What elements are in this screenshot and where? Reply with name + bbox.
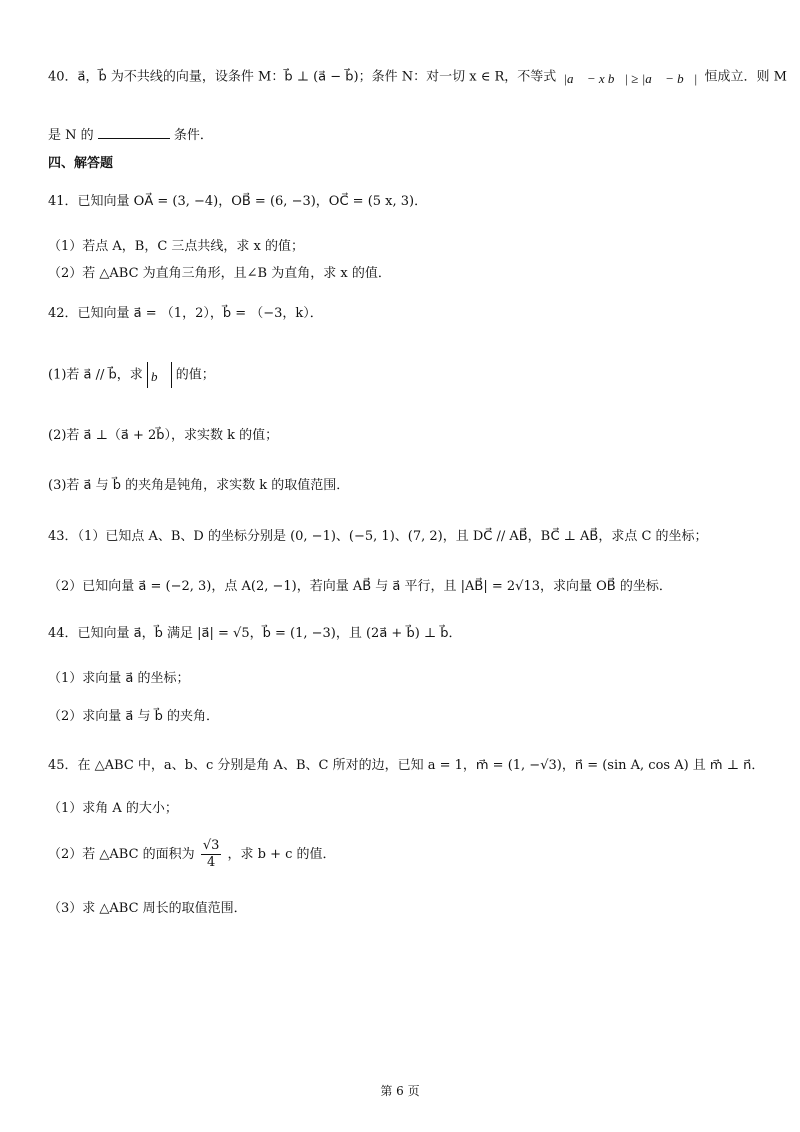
q42-part3: (3)若 a⃗ 与 b⃗ 的夹角是钝角，求实数 k 的取值范围． [48,478,350,493]
answer-blank[interactable] [98,124,170,139]
q41-part2: （2）若 △ABC 为直角三角形，且∠B 为直角，求 x 的值． [48,266,391,281]
q45-part2-pre: （2）若 △ABC 的面积为 [48,847,195,862]
q43-part1: 43．（1）已知点 A、B、D 的坐标分别是 (0, −1)、(−5, 1)、(7, 2)，且 DC⃗ // AB⃗，BC⃗ ⊥ AB⃗，求点 C 的坐标； [48,529,708,544]
q42-part1-pre: (1)若 a⃗ // b⃗，求 [48,367,143,383]
q44-part2: （2）求向量 a⃗ 与 b⃗ 的夹角． [48,709,220,724]
q42-stem: 42．已知向量 a⃗ = （1，2），b⃗ = （−3，k）． [48,306,323,321]
q45-part3: （3）求 △ABC 周长的取值范围． [48,901,247,916]
q45-part2 [48,838,336,871]
q42-part2: (2)若 a⃗ ⊥（a⃗ + 2b⃗），求实数 k 的值； [48,428,279,443]
q40-text: 40．a⃗，b⃗ 为不共线的向量，设条件 M：b⃗ ⊥ (a⃗ − b⃗)；条件 N：对一切 x ∈ R，不等式 [48,69,557,85]
q42-part1 [48,362,215,388]
q40-inequality: |a⃗ − x b⃗| ≥ |a⃗ − b⃗| [563,71,698,86]
q43-part2: （2）已知向量 a⃗ = (−2, 3)，点 A(2, −1)，若向量 AB⃗ 与 a⃗ 平行，且 |AB⃗| = 2√13，求向量 OB⃗ 的坐标． [48,579,672,594]
section-title: 四、解答题 [48,156,114,171]
q45-part1: （1）求角 A 的大小； [48,801,178,816]
q40-line2-post: 条件． [173,128,213,143]
q44-stem: 44．已知向量 a⃗，b⃗ 满足 |a⃗| = √5，b⃗ = (1, −3)，且 (2a⃗ + b⃗) ⊥ b⃗． [48,626,462,641]
q42-abs-b: b⃗ [147,362,172,388]
q44-part1: （1）求向量 a⃗ 的坐标； [48,671,190,686]
q41-stem: 41．已知向量 OA⃗ = (3, −4)，OB⃗ = (6, −3)，OC⃗ = (5 x, 3)． [48,194,428,209]
q40-line2 [48,124,213,145]
q40-line1 [48,64,787,90]
fraction-denominator: 4 [206,855,216,870]
q45-part2-post: ，求 b + c 的值． [227,847,336,862]
q40-tail: 恒成立．则 M [704,69,787,85]
fraction-numerator: √3 [202,838,220,853]
q41-part1: （1）若点 A，B，C 三点共线，求 x 的值； [48,239,305,254]
page-footer: 第 6 页 [380,1084,420,1098]
q45-stem: 45．在 △ABC 中，a、b、c 分别是角 A、B、C 所对的边，已知 a = 1，m⃗ = (1, −√3)，n⃗ = (sin A, cos A) 且 m⃗ ⊥ n⃗． [48,758,765,773]
q42-part1-post: 的值； [175,367,215,383]
area-fraction [201,838,222,871]
q40-line2-pre: 是 N 的 [48,128,94,143]
